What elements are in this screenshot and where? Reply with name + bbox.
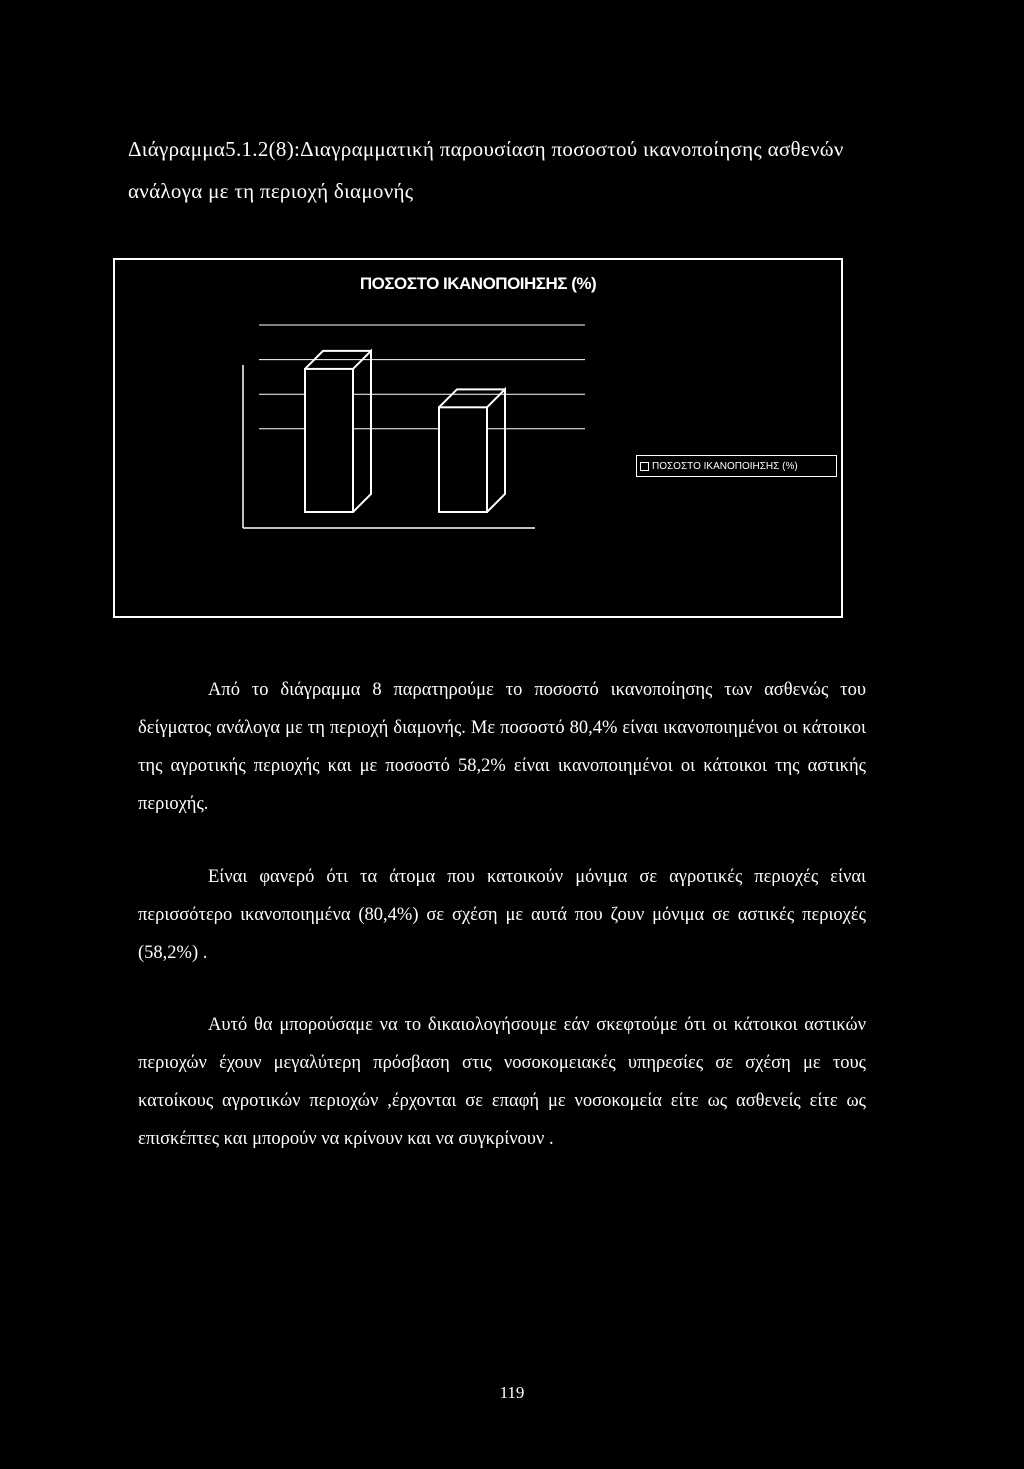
figure-caption: Διάγραμμα5.1.2(8):Διαγραμματική παρουσίαση ποσοστού ικανοποίησης ασθενών ανάλογα με τη περιοχή διαμονής <box>128 137 844 203</box>
paragraph-2: Είναι φανερό ότι τα άτομα που κατοικούν μόνιμα σε αγροτικές περιοχές είναι περισσότερο ικανοποιημένα (80,4%) σε σχέση με αυτά που ζουν μόνιμα σε αστικές περιοχές (58,2%) . <box>138 867 866 963</box>
legend-label: ΠΟΣΟΣΤΟ ΙΚΑΝΟΠΟΙΗΣΗΣ (%) <box>652 460 798 472</box>
paragraph-1: Από το διάγραμμα 8 παρατηρούμε το ποσοστό ικανοποίησης των ασθενώς του δείγματος ανάλογα με τη περιοχή διαμονής. Με ποσοστό 80,4% είναι ικανοποιημένοι οι κάτοικοι της αγροτικής περιοχής και με ποσοστό 58,2% είναι ικανοποιημένοι οι κάτοικοι της αστικής περιοχής. <box>138 680 866 814</box>
bar-side <box>353 351 371 512</box>
page-number: 119 <box>499 1383 525 1402</box>
bar-chart <box>115 260 841 616</box>
bar-side <box>487 389 505 512</box>
bar <box>305 369 353 512</box>
legend-swatch-icon <box>640 462 649 471</box>
chart-container <box>113 258 843 618</box>
paragraph-3: Αυτό θα μπορούσαμε να το δικαιολογήσουμε εάν σκεφτούμε ότι οι κάτοικοι αστικών περιοχών έχουν μεγαλύτερη πρόσβαση στις νοσοκομειακές υπηρεσίες σε σχέση με τους κατοίκους αγροτικών περιοχών ,έρχονται σε επαφή με νοσοκομεία είτε ως ασθενείς είτε ως επισκέπτες και μπορούν να κρίνουν και να συγκρίνουν . <box>138 1015 866 1149</box>
bar <box>439 407 487 512</box>
chart-legend <box>636 455 837 477</box>
chart-title: ΠΟΣΟΣΤΟ ΙΚΑΝΟΠΟΙΗΣΗΣ (%) <box>359 274 597 293</box>
